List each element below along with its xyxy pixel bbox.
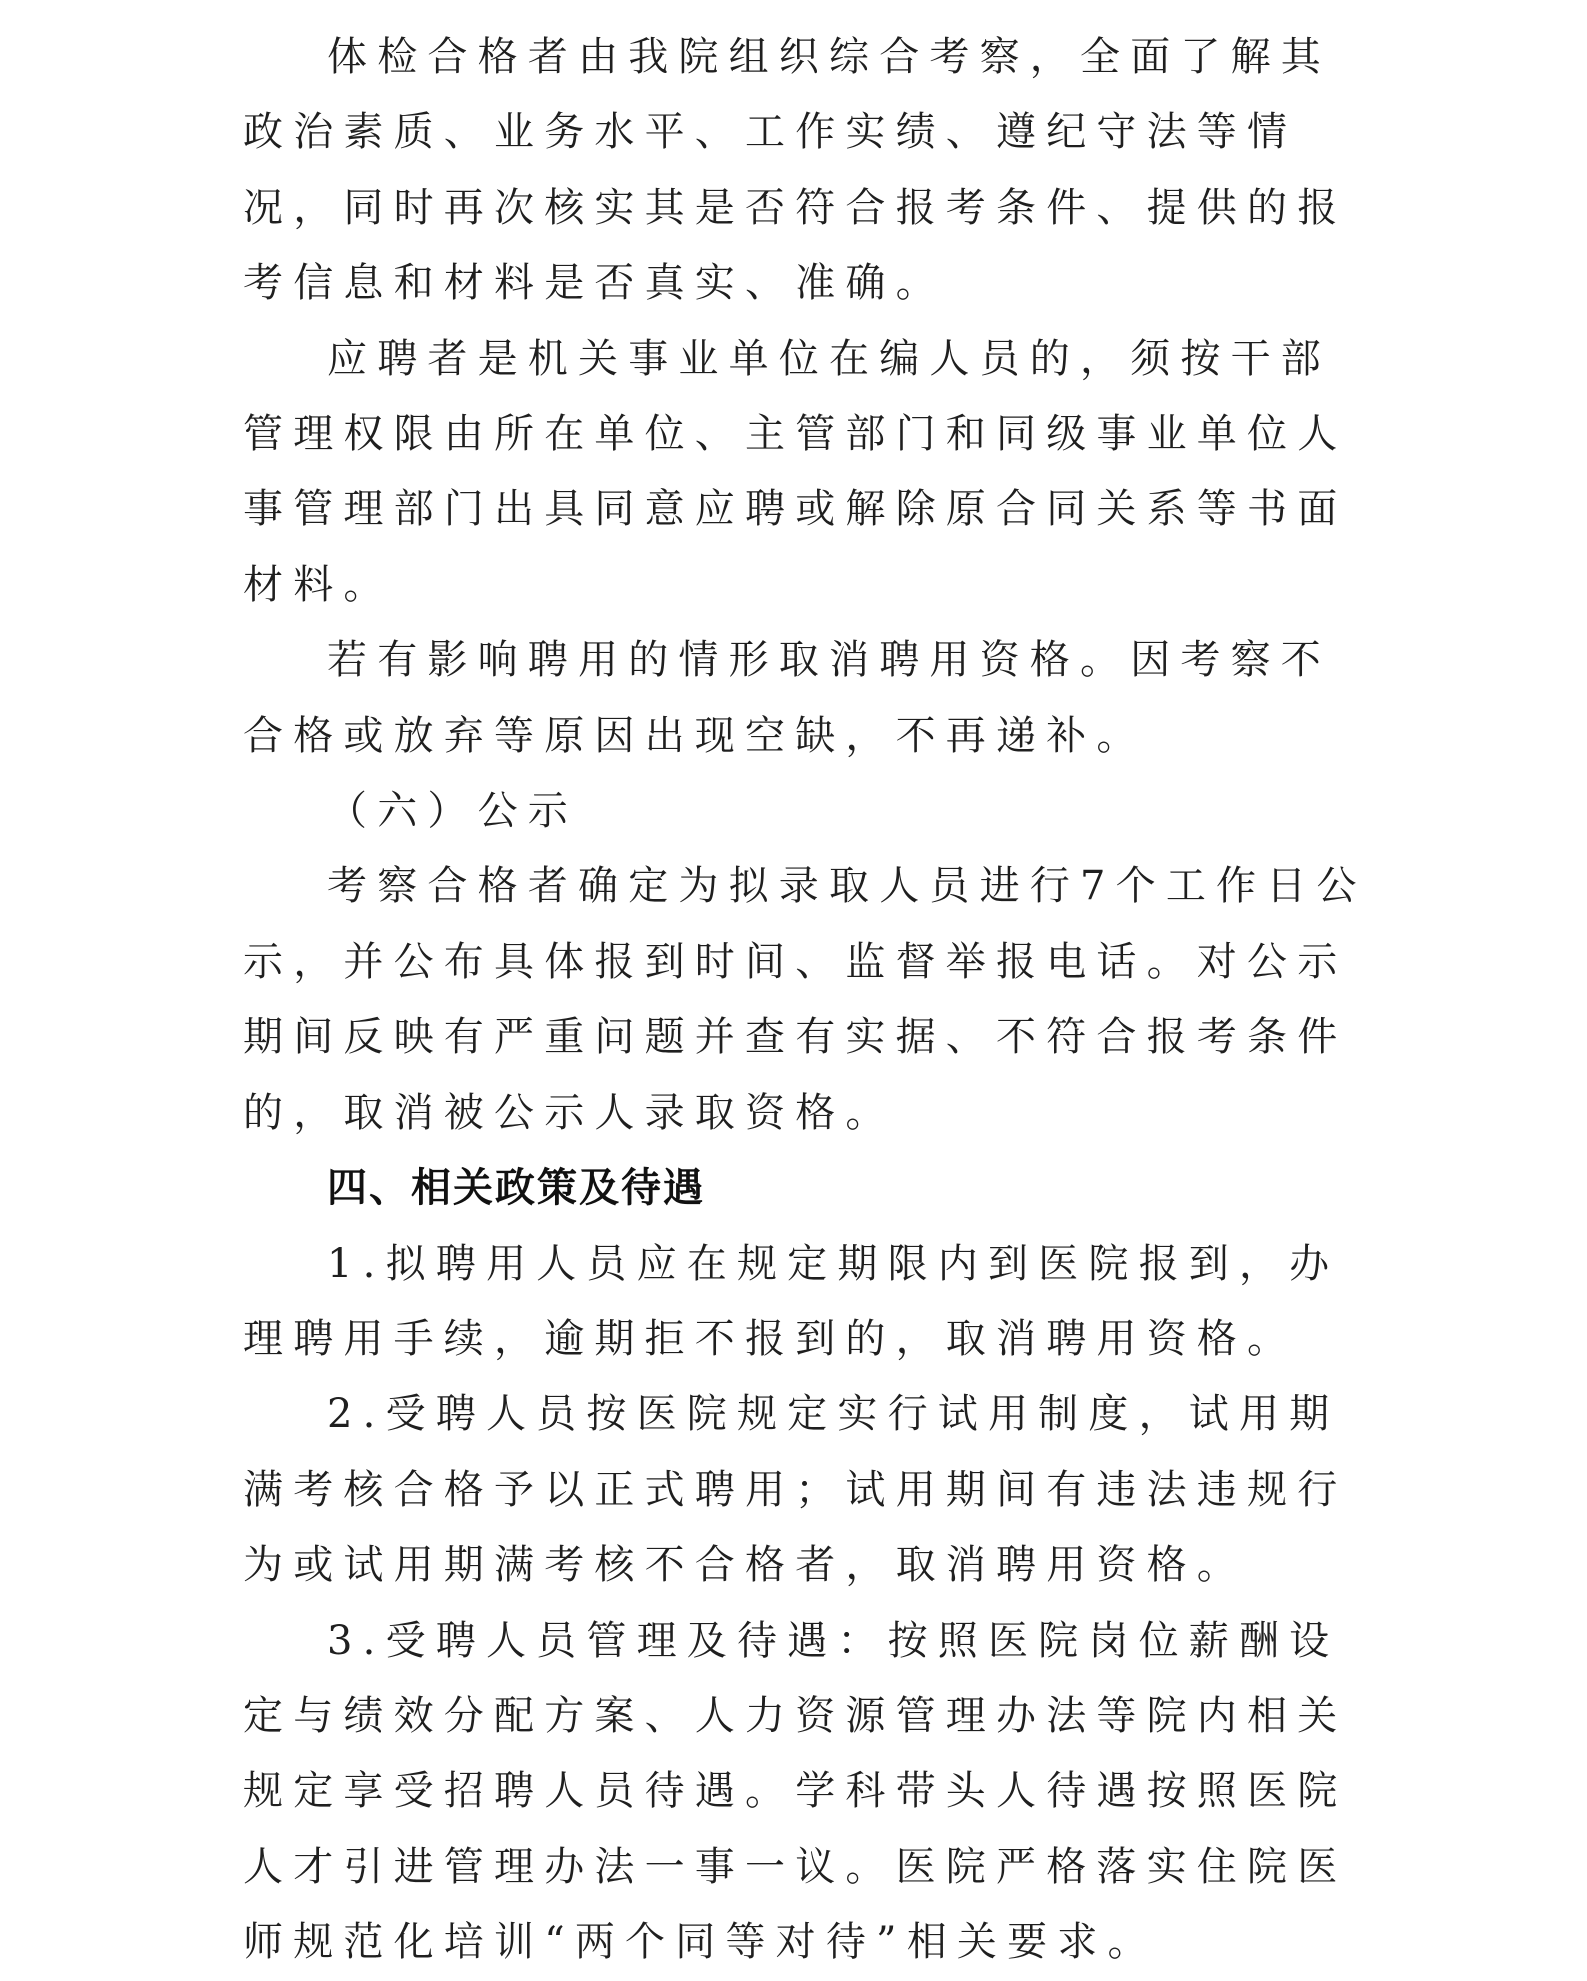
paragraph-disqualification: 若有影响聘用的情形取消聘用资格。因考察不合格或放弃等原因出现空缺，不再递补。 <box>243 637 1331 759</box>
paragraph-inspection: 体检合格者由我院组织综合考察，全面了解其政治素质、业务水平、工作实绩、遵纪守法等情况，同时再次核实其是否符合报考条件、提供的报考信息和材料是否真实、准确。 <box>243 34 1348 307</box>
paragraph-publicity: 考察合格者确定为拟录取人员进行7个工作日公示，并公布具体报到时间、监督举报电话。对公示期间反映有严重问题并查有实据、不符合报考条件的，取消被公示人录取资格。 <box>243 863 1367 1136</box>
paragraph-policy-1: 1.拟聘用人员应在规定期限内到医院报到，办理聘用手续，逾期拒不报到的，取消聘用资格。 <box>243 1240 1340 1362</box>
paragraph-policy-3: 3.受聘人员管理及待遇：按照医院岗位薪酬设定与绩效分配方案、人力资源管理办法等院内相关规定享受招聘人员待遇。学科带头人待遇按照医院人才引进管理办法一事一议。医院严格落实住院医师规范化培训“两个同等对待”相关要求。 <box>243 1617 1348 1966</box>
paragraph-policy-2: 2.受聘人员按医院规定实行试用制度，试用期满考核合格予以正式聘用；试用期间有违法违规行为或试用期满考核不合格者，取消聘用资格。 <box>243 1391 1348 1589</box>
paragraph-applicant-approval: 应聘者是机关事业单位在编人员的，须按干部管理权限由所在单位、主管部门和同级事业单位人事管理部门出具同意应聘或解除原合同关系等书面材料。 <box>243 335 1348 608</box>
section-heading-policies: 四、相关政策及待遇 <box>327 1165 705 1212</box>
section-subheading-publicity: （六）公示 <box>327 788 578 835</box>
document-body <box>243 20 1373 1981</box>
